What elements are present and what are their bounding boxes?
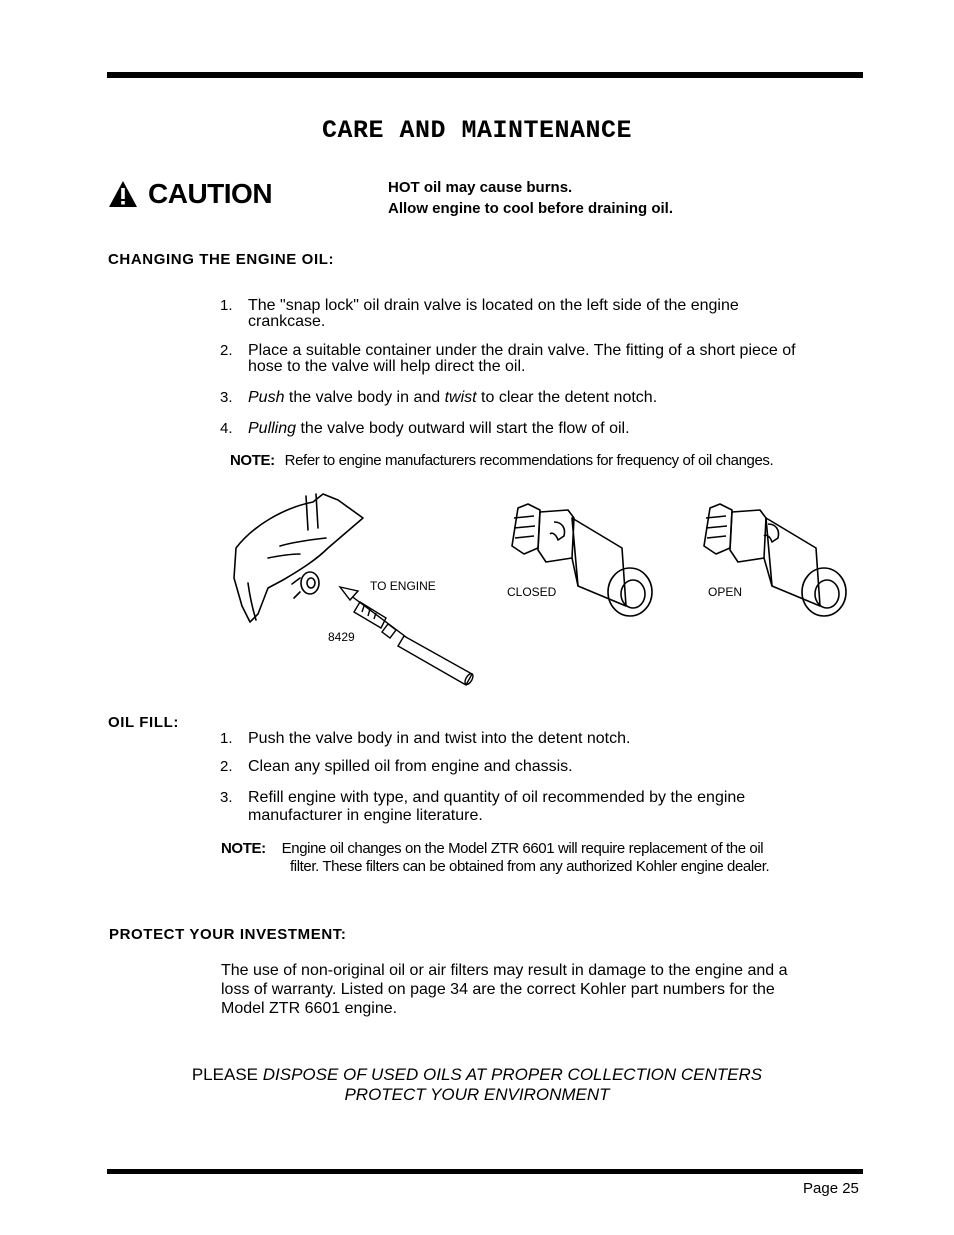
item-line: manufacturer in engine literature. <box>248 807 483 824</box>
caution-line-2: Allow engine to cool before draining oil. <box>388 200 674 217</box>
page-number: Page 25 <box>803 1180 859 1197</box>
valve-open-drawing <box>704 504 846 616</box>
to-engine-label: TO ENGINE <box>370 579 436 593</box>
item-text: the valve body outward will start the flow of oil. <box>296 420 630 437</box>
list-item <box>220 421 796 437</box>
open-label: OPEN <box>708 585 743 599</box>
warning-triangle-icon <box>108 180 138 208</box>
item-text: to clear the detent notch. <box>476 389 658 406</box>
list-item <box>220 789 745 825</box>
list-item <box>220 343 796 375</box>
dispose-line-1: DISPOSE OF USED OILS AT PROPER COLLECTION CENTERS <box>262 1065 763 1084</box>
item-number: 2. <box>220 758 233 775</box>
item-emphasis: Pulling <box>248 420 297 437</box>
caution-message <box>388 177 673 219</box>
item-line: The "snap lock" oil drain valve is located on the left side of the engine <box>248 297 739 314</box>
bottom-rule <box>107 1169 863 1174</box>
part-number-label: 8429 <box>328 630 355 644</box>
item-text: Push the valve body in and twist into the detent notch. <box>248 730 631 747</box>
list-item <box>220 298 796 330</box>
item-number: 1. <box>220 297 233 314</box>
note-text: filter. These filters can be obtained from any authorized Kohler engine dealer. <box>290 858 770 875</box>
top-rule <box>107 72 863 78</box>
valve-arrow-drawing <box>340 587 475 686</box>
item-text: the valve body in and <box>284 389 445 406</box>
list-item <box>220 390 796 406</box>
item-text: Clean any spilled oil from engine and chassis. <box>248 758 573 775</box>
page-title: CARE AND MAINTENANCE <box>321 116 633 145</box>
item-line: hose to the valve will help direct the oil. <box>248 358 526 375</box>
protect-paragraph <box>221 961 841 1018</box>
oil-fill-note <box>221 840 769 876</box>
item-emphasis: twist <box>444 389 477 406</box>
note-text: Engine oil changes on the Model ZTR 6601 will require replacement of the oil <box>281 840 764 857</box>
item-number: 1. <box>220 730 233 747</box>
closed-label: CLOSED <box>507 585 557 599</box>
item-line: Place a suitable container under the drain valve. The fitting of a short piece of <box>248 342 796 359</box>
item-number: 2. <box>220 342 233 359</box>
caution-line-1: HOT oil may cause burns. <box>388 179 573 196</box>
list-item <box>220 731 745 747</box>
drain-valve-illustration <box>228 488 868 688</box>
engine-crankcase-drawing <box>234 494 363 622</box>
item-line: crankcase. <box>248 313 326 330</box>
oil-fill-heading: OIL FILL: <box>108 714 179 731</box>
item-number: 3. <box>220 389 233 406</box>
dispose-line-2: PROTECT YOUR ENVIRONMENT <box>344 1085 610 1104</box>
item-number: 4. <box>220 420 233 437</box>
paragraph-line: The use of non-original oil or air filters may result in damage to the engine and a <box>221 962 788 979</box>
valve-closed-drawing <box>512 504 652 616</box>
list-item <box>220 759 745 775</box>
caution-banner <box>108 178 272 210</box>
paragraph-line: Model ZTR 6601 engine. <box>221 1000 398 1017</box>
changing-oil-note <box>230 452 773 469</box>
note-text: Refer to engine manufacturers recommendations for frequency of oil changes. <box>284 452 774 469</box>
caution-label: CAUTION <box>148 178 273 209</box>
note-label: NOTE: <box>230 452 275 469</box>
note-label: NOTE: <box>221 840 266 857</box>
item-line: Refill engine with type, and quantity of oil recommended by the engine <box>248 789 746 806</box>
changing-oil-heading: CHANGING THE ENGINE OIL: <box>108 251 335 268</box>
item-emphasis: Push <box>248 389 285 406</box>
paragraph-line: loss of warranty. Listed on page 34 are the correct Kohler part numbers for the <box>221 981 775 998</box>
protect-heading: PROTECT YOUR INVESTMENT: <box>109 926 347 943</box>
please-word: PLEASE <box>191 1065 258 1084</box>
oil-fill-list <box>220 731 745 825</box>
dispose-notice <box>0 1065 954 1105</box>
item-number: 3. <box>220 789 233 806</box>
changing-oil-list <box>220 298 796 437</box>
